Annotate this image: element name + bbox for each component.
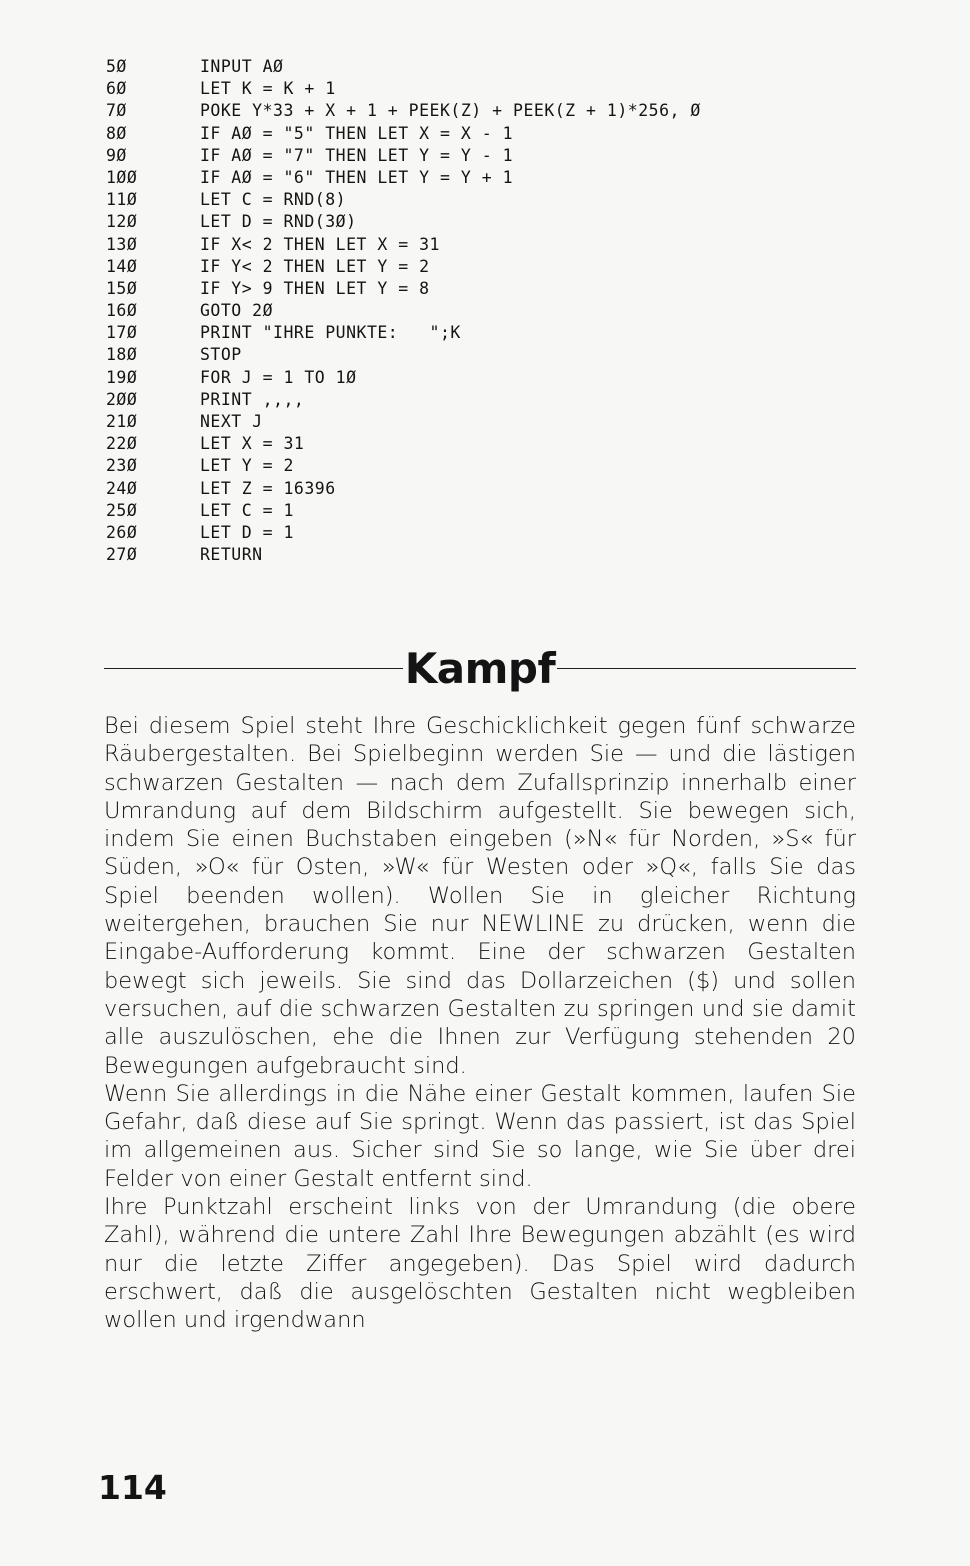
line-number: 7Ø xyxy=(106,101,127,121)
line-number: 8Ø xyxy=(106,123,127,143)
code-statement: LET Y = 2 xyxy=(200,456,294,476)
code-statement: IF Y> 9 THEN LET Y = 8 xyxy=(200,278,430,298)
code-statement: PRINT ,,,, xyxy=(200,389,305,409)
article-body xyxy=(104,712,856,1335)
line-number: 19Ø xyxy=(106,367,138,387)
line-number: 12Ø xyxy=(106,212,138,232)
code-line xyxy=(106,411,701,433)
code-line xyxy=(106,167,701,189)
line-number: 1ØØ xyxy=(106,167,138,187)
code-statement: FOR J = 1 TO 1Ø xyxy=(200,367,357,387)
code-statement: RETURN xyxy=(200,545,263,565)
code-statement: STOP xyxy=(200,345,242,365)
code-line xyxy=(106,278,701,300)
line-number: 18Ø xyxy=(106,345,138,365)
code-statement: IF AØ = "7" THEN LET Y = Y - 1 xyxy=(200,145,514,165)
code-statement: IF Y< 2 THEN LET Y = 2 xyxy=(200,256,430,276)
code-statement: LET C = 1 xyxy=(200,500,294,520)
line-number: 9Ø xyxy=(106,145,127,165)
code-statement: LET Z = 16396 xyxy=(200,478,336,498)
code-line xyxy=(106,500,701,522)
code-line xyxy=(106,211,701,233)
code-line xyxy=(106,344,701,366)
code-line xyxy=(106,189,701,211)
code-statement: LET X = 31 xyxy=(200,434,305,454)
line-number: 17Ø xyxy=(106,323,138,343)
code-line xyxy=(106,389,701,411)
code-line xyxy=(106,522,701,544)
code-statement: POKE Y*33 + X + 1 + PEEK(Z) + PEEK(Z + 1)*256, Ø xyxy=(200,101,701,121)
line-number: 26Ø xyxy=(106,522,138,542)
heading-rule-left xyxy=(104,668,403,669)
code-line xyxy=(106,100,701,122)
code-line xyxy=(106,300,701,322)
line-number: 14Ø xyxy=(106,256,138,276)
line-number: 25Ø xyxy=(106,500,138,520)
code-line xyxy=(106,234,701,256)
line-number: 2ØØ xyxy=(106,389,138,409)
code-line xyxy=(106,123,701,145)
section-heading xyxy=(104,643,856,693)
code-statement: LET D = 1 xyxy=(200,522,294,542)
line-number: 24Ø xyxy=(106,478,138,498)
code-line xyxy=(106,433,701,455)
line-number: 15Ø xyxy=(106,278,138,298)
line-number: 23Ø xyxy=(106,456,138,476)
code-line xyxy=(106,478,701,500)
line-number: 21Ø xyxy=(106,412,138,431)
line-number: 27Ø xyxy=(106,545,138,565)
code-statement: LET K = K + 1 xyxy=(200,79,336,99)
code-statement: IF AØ = "6" THEN LET Y = Y + 1 xyxy=(200,167,514,187)
code-statement: IF X< 2 THEN LET X = 31 xyxy=(200,234,440,254)
heading-rule-right xyxy=(557,668,856,669)
code-line xyxy=(106,145,701,167)
line-number: 13Ø xyxy=(106,234,138,254)
paragraph: Bei diesem Spiel steht Ihre Geschicklichkeit gegen fünf schwarze Räubergestalten. Bei Spielbeginn werden Sie — und die lästigen schwarzen Gestalten — nach dem Zufallsprinzip innerhalb einer Umrandung auf dem Bildschirm aufgestellt. Sie bewegen sich, indem Sie einen Buchstaben eingeben (»N« für Norden, »S« für Süden, »O« für Osten, »W« für Westen oder »Q«, falls Sie das Spiel beenden wollen). Wollen Sie in gleicher Richtung weitergehen, brauchen Sie nur NEWLINE zu drücken, wenn die Eingabe-Aufforderung kommt. Eine der schwarzen Gestalten bewegt sich jeweils. Sie sind das Dollarzeichen ($) und sollen versuchen, auf die schwarzen Gestalten zu springen und sie damit alle auszulöschen, ehe die Ihnen zur Verfügung stehenden 20 Bewegungen aufgebraucht sind. xyxy=(104,713,856,1079)
code-statement: LET D = RND(3Ø) xyxy=(200,212,357,232)
code-line xyxy=(106,367,701,389)
paragraph: Wenn Sie allerdings in die Nähe einer Gestalt kommen, laufen Sie Gefahr, daß diese auf Sie springt. Wenn das passiert, ist das Spiel im allgemeinen aus. Sicher sind Sie so lange, wie Sie über drei Felder von einer Gestalt entfernt sind. xyxy=(104,1080,856,1192)
line-number: 22Ø xyxy=(106,434,138,454)
paragraph: Ihre Punktzahl erscheint links von der Umrandung (die obere Zahl), während die untere Zahl Ihre Bewegungen abzählt (es wird nur die letzte Ziffer angegeben). Das Spiel wird dadurch erschwert, daß die ausgelöschten Gestalten nicht wegbleiben wollen und irgendwann xyxy=(104,1194,856,1334)
section-title: Kampf xyxy=(404,643,556,693)
code-line xyxy=(106,256,701,278)
line-number: 11Ø xyxy=(106,190,138,210)
code-line xyxy=(106,455,701,477)
code-line xyxy=(106,544,701,566)
page-number: 114 xyxy=(98,1468,167,1507)
code-statement: IF AØ = "5" THEN LET X = X - 1 xyxy=(200,123,514,143)
code-statement: GOTO 2Ø xyxy=(200,301,274,321)
code-statement: LET C = RND(8) xyxy=(200,190,347,210)
code-statement: INPUT AØ xyxy=(200,57,284,76)
code-statement: PRINT "IHRE PUNKTE: ";K xyxy=(200,323,461,343)
line-number: 6Ø xyxy=(106,79,127,99)
code-statement: NEXT J xyxy=(200,412,263,431)
line-number: 16Ø xyxy=(106,301,138,321)
code-line xyxy=(106,322,701,344)
program-listing xyxy=(106,56,701,566)
line-number: 5Ø xyxy=(106,57,127,76)
code-line xyxy=(106,78,701,100)
code-line xyxy=(106,56,701,78)
